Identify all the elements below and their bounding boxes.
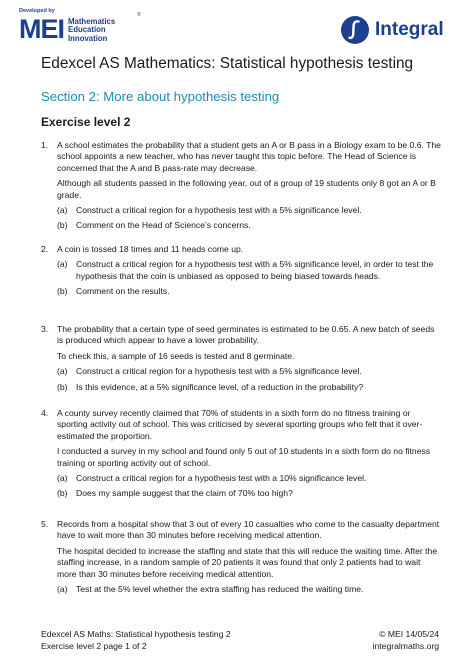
part-label: (b) <box>57 220 68 231</box>
footer-left <box>41 628 231 652</box>
integral-logo-icon <box>340 15 370 45</box>
part-label: (a) <box>57 473 68 484</box>
question-text: A county survey recently claimed that 70% of students in a sixth form do no fitness training or sporting activity out of school. This was criticised by several sporting groups who felt that it over-estimated the proportion. <box>57 408 423 441</box>
part-text: Comment on the results. <box>76 286 170 297</box>
mei-name-line: Education <box>68 25 106 35</box>
exercise-title: Exercise level 2 <box>41 115 131 129</box>
registered-mark: ® <box>137 12 141 18</box>
part-text: Comment on the Head of Science’s concerns. <box>76 220 251 231</box>
mei-name <box>68 18 115 43</box>
part-text: Construct a critical region for a hypothesis test with a 5% significance level. <box>76 366 362 377</box>
mei-name-line: Mathematics <box>68 17 116 26</box>
question-part <box>57 488 441 499</box>
question-number: 4. <box>41 408 49 418</box>
question-paragraph: Although all students passed in the following year, out of a group of 19 students only 8 got an A or B grade. <box>57 178 436 200</box>
question-part <box>57 366 441 377</box>
part-label: (b) <box>57 286 68 297</box>
page-header <box>0 8 474 48</box>
part-label: (b) <box>57 381 68 392</box>
question-part <box>57 286 441 297</box>
question-text: The probability that a certain type of seed germinates is estimated to be 0.65. A new batch of seeds is produced which appear to have a lower probability. <box>57 324 435 346</box>
integral-brand: Integral <box>375 19 444 40</box>
part-label: (b) <box>57 488 68 499</box>
question-part <box>57 382 441 393</box>
question-text: A coin is tossed 18 times and 11 heads come up. <box>57 244 244 254</box>
part-text: Construct a critical region for a hypothesis test with a 5% significance level, in order to test the hypothesis that the coin is unbiased as opposed to being biased towards heads. <box>76 259 434 281</box>
question-number: 2. <box>41 244 49 254</box>
part-label: (a) <box>57 205 68 216</box>
footer-page-info: Exercise level 2 page 1 of 2 <box>41 641 147 651</box>
question-part <box>57 584 441 595</box>
mei-mark: MEI <box>19 14 65 44</box>
question-2 <box>41 244 441 298</box>
question-part <box>57 205 441 216</box>
question-number: 3. <box>41 324 49 334</box>
document-title: Edexcel AS Mathematics: Statistical hypothesis testing <box>41 55 414 72</box>
part-text: Is this evidence, at a 5% significance level, of a reduction in the probability? <box>76 381 364 392</box>
question-part <box>57 473 441 484</box>
mei-developed-by: Developed by <box>19 8 55 14</box>
question-part <box>57 220 441 231</box>
mei-logo <box>19 8 149 46</box>
part-label: (a) <box>57 584 68 595</box>
part-text: Test at the 5% level whether the extra staffing has reduced the waiting time. <box>76 584 364 595</box>
question-3 <box>41 324 441 393</box>
question-paragraph: To check this, a sample of 16 seeds is tested and 8 germinate. <box>57 350 295 361</box>
part-text: Does my sample suggest that the claim of 70% too high? <box>76 488 293 499</box>
footer-website: integralmaths.org <box>372 641 439 651</box>
question-paragraph: The hospital decided to increase the staffing and state that this will reduce the waiting time. After the staffing increase, in a random sample of 20 patients it was found that only 2 patients had to wait more than 30 minutes before receiving medical attention. <box>57 545 438 579</box>
mei-name-line: Innovation <box>68 33 108 43</box>
question-text: Records from a hospital show that 3 out of every 10 casualties who come to the casualty department have to wait more than 30 minutes before receiving medical attention. <box>57 519 440 541</box>
integral-logo <box>340 15 460 47</box>
section-title: Section 2: More about hypothesis testing <box>41 89 280 104</box>
footer-copyright: © MEI 14/05/24 <box>379 629 439 639</box>
part-text: Construct a critical region for a hypothesis test with a 10% significance level. <box>76 473 367 484</box>
question-paragraph: I conducted a survey in my school and found only 5 out of 10 students in a sixth form do no fitness training or sporting activity out of school. <box>57 446 431 468</box>
question-4 <box>41 408 441 500</box>
part-text: Construct a critical region for a hypothesis test with a 5% significance level. <box>76 205 362 216</box>
footer-right <box>373 628 439 652</box>
question-5 <box>41 519 441 595</box>
question-number: 5. <box>41 519 49 529</box>
question-1 <box>41 140 441 232</box>
question-number: 1. <box>41 140 49 150</box>
footer-document-name: Edexcel AS Maths: Statistical hypothesis testing 2 <box>41 629 231 639</box>
question-part <box>57 259 441 282</box>
part-label: (a) <box>57 259 68 270</box>
question-text: A school estimates the probability that a student gets an A or B pass in a Biology exam to be 0.6. The school appoints a new teacher, who has never taught this topic before. The Head of Science is concerned that the A and B pass-rate may decrease. <box>57 140 441 173</box>
part-label: (a) <box>57 366 68 377</box>
